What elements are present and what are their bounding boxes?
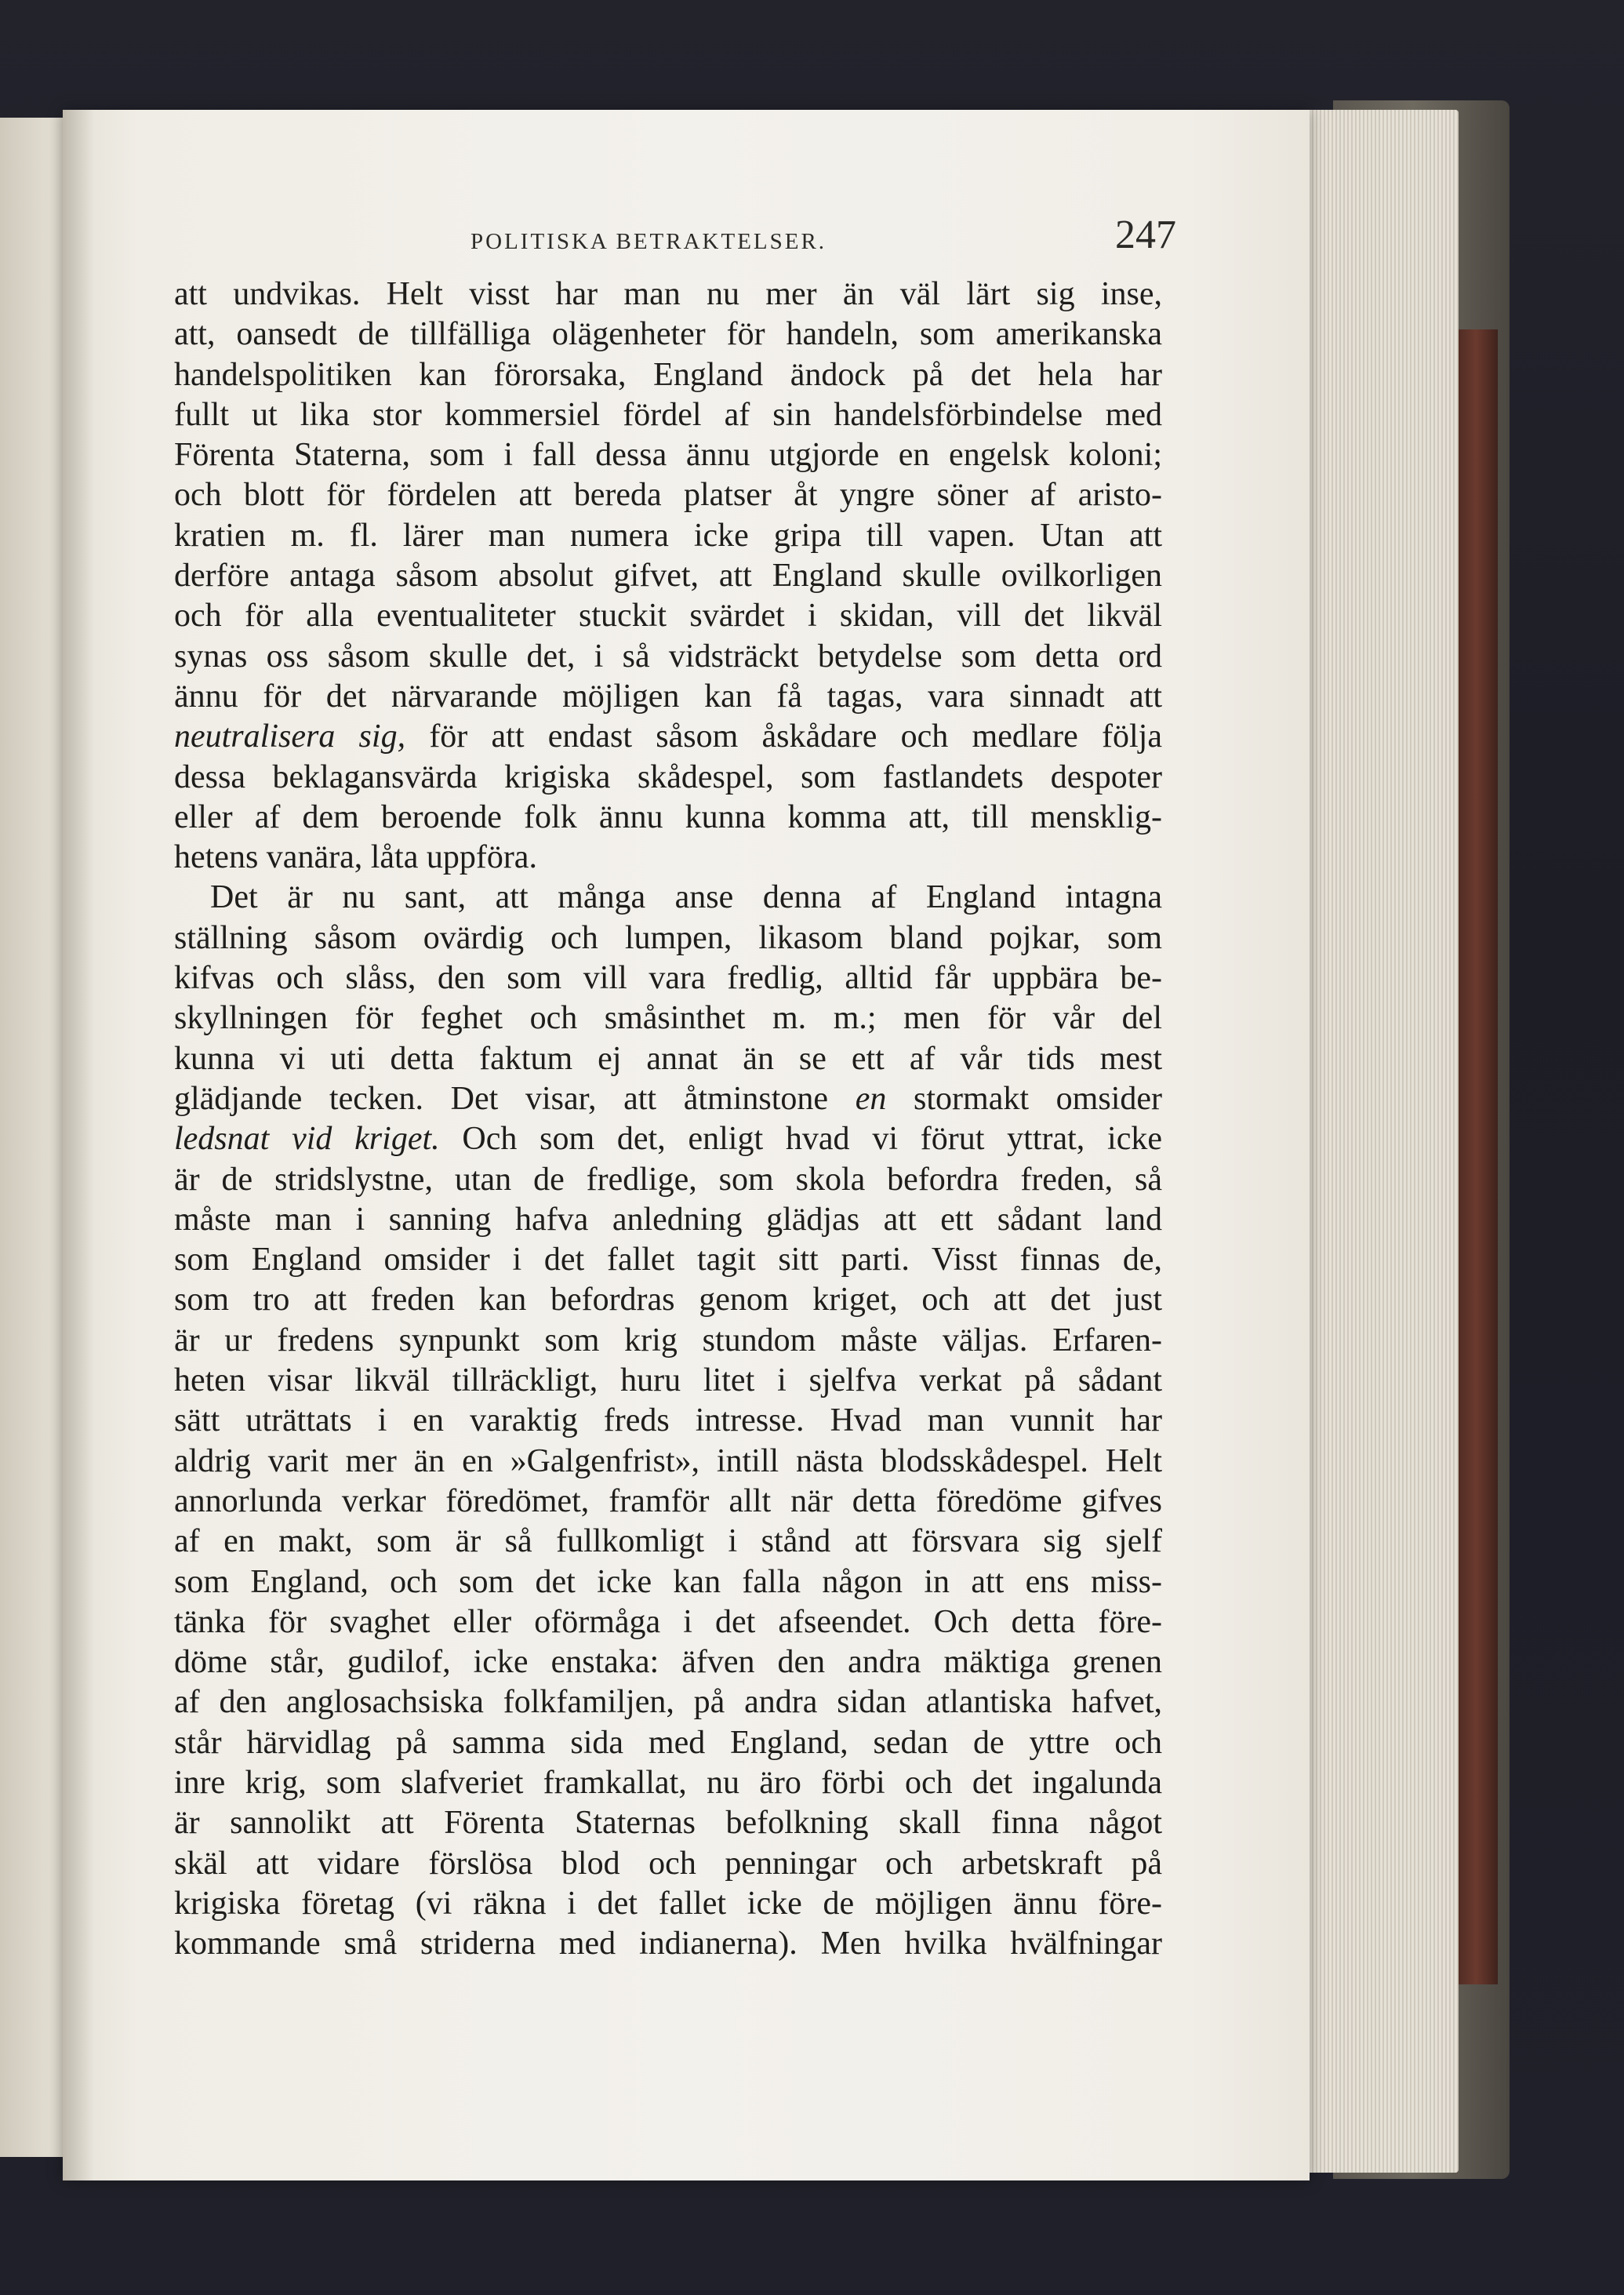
page-number: 247 xyxy=(1115,213,1176,257)
text-line: af den anglosachsiska folkfamiljen, på andra sidan atlantiska hafvet, xyxy=(174,1684,1162,1721)
text-line: inre krig, som slafveriet framkallat, nu äro förbi och det ingalunda xyxy=(174,1764,1162,1801)
text-line: hetens vanära, låta uppföra. xyxy=(174,839,537,876)
text-line: dessa beklagansvärda krigiska skådespel, som fastlandets despoter xyxy=(174,758,1162,795)
text-line: af en makt, som är så fullkomligt i stånd att försvara sig sjelf xyxy=(174,1523,1162,1560)
text-line xyxy=(174,717,1162,757)
page-header xyxy=(165,212,1176,259)
text-line: är de stridslystne, utan de fredlige, som skola befordra freden, så xyxy=(174,1161,1162,1198)
text-line: måste man i sanning hafva anledning glädjas att ett sådant land xyxy=(174,1201,1162,1238)
text-line: är sannolikt att Förenta Staternas befolkning skall finna något xyxy=(174,1805,1162,1842)
paragraph-start-line: Det är nu sant, att många anse denna af England intagna xyxy=(210,879,1162,916)
body-text xyxy=(174,275,1162,1964)
text-line: som England omsider i det fallet tagit sitt parti. Visst finnas de, xyxy=(174,1242,1162,1278)
text-fragment: stormakt omsider xyxy=(886,1080,1162,1117)
text-line: står härvidlag på samma sida med England, sedan de yttre och xyxy=(174,1724,1162,1761)
italic-phrase: ledsnat vid kriget. xyxy=(174,1121,440,1158)
text-line: ställning såsom ovärdig och lumpen, likasom bland pojkar, som xyxy=(174,919,1162,956)
text-line: kunna vi uti detta faktum ej annat än se ett af vår tids mest xyxy=(174,1040,1162,1077)
text-line: är ur fredens synpunkt som krig stundom måste väljas. Erfaren- xyxy=(174,1322,1162,1358)
text-line: tänka för svaghet eller oförmåga i det afseendet. Och detta före- xyxy=(174,1603,1162,1640)
text-line: handelspolitiken kan förorsaka, England ändock på det hela har xyxy=(174,356,1162,393)
text-line: eller af dem beroende folk ännu kunna komma att, till mensklig- xyxy=(174,798,1162,835)
text-line xyxy=(174,1119,1162,1159)
text-fragment: Och som det, enligt hvad vi förut yttrat, icke xyxy=(439,1121,1163,1158)
text-line: heten visar likväl tillräckligt, huru litet i sjelfva verkat på sådant xyxy=(174,1362,1162,1399)
text-line: och för alla eventualiteter stuckit svärdet i skidan, vill det likväl xyxy=(174,598,1162,635)
italic-phrase: en xyxy=(855,1080,887,1117)
running-head: POLITISKA BETRAKTELSER. xyxy=(470,229,827,254)
text-line: och blott för fördelen att bereda platser åt yngre söner af aristo- xyxy=(174,477,1162,514)
cover-binding xyxy=(1455,329,1498,1984)
text-fragment: för att endast såsom åskådare och medlare följa xyxy=(405,718,1162,755)
text-line: döme står, gudilof, icke enstaka: äfven den andra mäktiga grenen xyxy=(174,1644,1162,1681)
text-line: sätt uträttats i en varaktig freds intresse. Hvad man vunnit har xyxy=(174,1402,1162,1439)
page-edges xyxy=(1298,110,1459,2173)
text-line: aldrig varit mer än en »Galgenfrist», intill nästa blodsskådespel. Helt xyxy=(174,1442,1162,1479)
text-line: fullt ut lika stor kommersiel fördel af sin handelsförbindelse med xyxy=(174,396,1162,433)
text-line: derföre antaga såsom absolut gifvet, att England skulle ovilkorligen xyxy=(174,558,1162,595)
text-line: synas oss såsom skulle det, i så vidsträckt betydelse som detta ord xyxy=(174,638,1162,675)
italic-phrase: neutralisera sig, xyxy=(174,718,406,755)
text-line: annorlunda verkar föredömet, framför allt när detta föredöme gifves xyxy=(174,1482,1162,1519)
text-line: som England, och som det icke kan falla någon in att ens miss- xyxy=(174,1563,1162,1600)
text-line: kratien m. fl. lärer man numera icke gripa till vapen. Utan att xyxy=(174,517,1162,554)
text-line: kommande små striderna med indianerna). Men hvilka hvälfningar xyxy=(174,1926,1162,1962)
text-line xyxy=(174,1079,1162,1119)
gutter-shadow xyxy=(63,110,94,2180)
text-line: att undvikas. Helt visst har man nu mer än väl lärt sig inse, xyxy=(174,276,1162,312)
text-line: att, oansedt de tillfälliga olägenheter för handeln, som amerikanska xyxy=(174,316,1162,353)
text-line: kifvas och slåss, den som vill vara fredlig, alltid får uppbära be- xyxy=(174,960,1162,997)
text-line: skäl att vidare förslösa blod och penningar och arbetskraft på xyxy=(174,1845,1162,1882)
text-fragment: glädjande tecken. Det visar, att åtminstone xyxy=(174,1080,856,1117)
text-line: ännu för det närvarande möjligen kan få tagas, vara sinnadt att xyxy=(174,678,1162,715)
text-line: skyllningen för feghet och småsinthet m. m.; men för vår del xyxy=(174,1000,1162,1037)
text-line: som tro att freden kan befordras genom kriget, och att det just xyxy=(174,1282,1162,1318)
text-line: Förenta Staterna, som i fall dessa ännu utgjorde en engelsk koloni; xyxy=(174,437,1162,474)
text-line: krigiska företag (vi räkna i det fallet icke de möjligen ännu före- xyxy=(174,1885,1162,1922)
